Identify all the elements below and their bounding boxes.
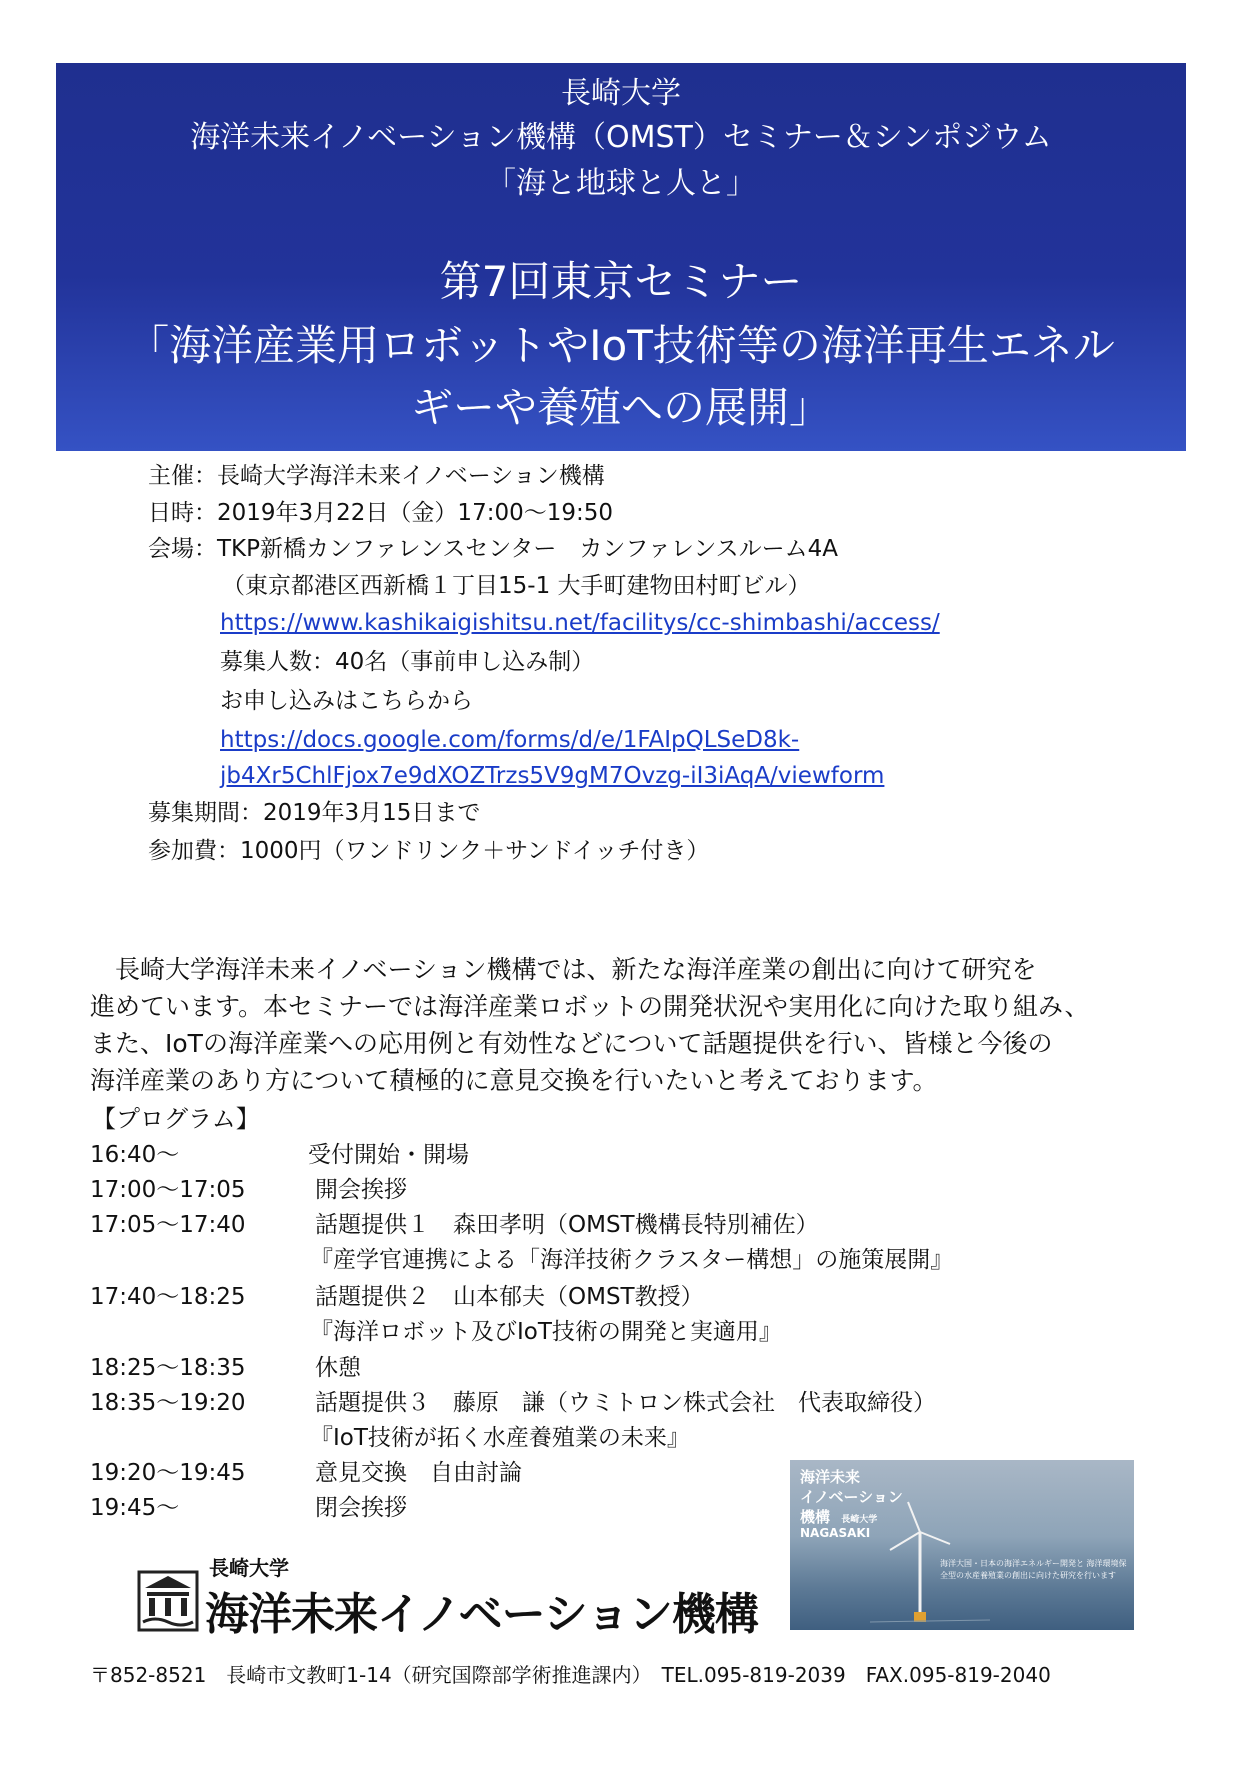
photo-nagasaki: NAGASAKI: [800, 1526, 871, 1540]
form-link-row-2: [220, 760, 884, 792]
venue-link[interactable]: https://www.kashikaigishitsu.net/facilitys/cc-shimbashi/access/: [220, 610, 940, 636]
venue-link-row: [220, 607, 940, 639]
apply-text: お申し込みはこちらから: [220, 688, 473, 714]
intro-line: 長崎大学海洋未来イノベーション機構では、新たな海洋産業の創出に向けて研究を: [115, 955, 1037, 984]
university-emblem-icon: [135, 1568, 201, 1634]
application-period: 募集期間：2019年3月15日まで: [148, 800, 481, 826]
intro-line: また、IoTの海洋産業への応用例と有効性などについて話題提供を行い、皆様と今後の: [90, 1029, 1053, 1058]
logo-university: 長崎大学: [209, 1556, 289, 1580]
datetime: 日時：2019年3月22日（金）17:00～19:50: [148, 500, 613, 526]
program-time: 18:25～18:35: [90, 1355, 246, 1381]
program-time: 17:05～17:40: [90, 1212, 246, 1238]
program-desc: 閉会挨拶: [315, 1495, 407, 1521]
venue: 会場：TKP新橋カンファレンスセンター カンファレンスルーム4A: [148, 536, 838, 562]
program-desc: 開会挨拶: [315, 1177, 407, 1203]
intro-paragraph: [90, 951, 1170, 1099]
photo-title-line2: イノベーション: [800, 1488, 903, 1506]
program-desc: 話題提供２ 山本郁夫（OMST教授）: [315, 1284, 704, 1310]
program-time: 17:00～17:05: [90, 1177, 246, 1203]
capacity: 募集人数：40名（事前申し込み制）: [220, 649, 595, 675]
form-link-part1[interactable]: https://docs.google.com/forms/d/e/1FAIpQLSeD8k-: [220, 727, 800, 753]
program-desc: 休憩: [315, 1355, 361, 1381]
header-banner: [56, 63, 1186, 451]
program-desc: 受付開始・開場: [308, 1142, 469, 1168]
photo-caption: 海洋大国・日本の海洋エネルギー開発と 海洋環境保全型の水産養殖業の創出に向けた研究を行います: [940, 1559, 1127, 1580]
seminar-subtitle-line2: ギーや養殖への展開」: [410, 383, 831, 432]
logo-organization-name: 海洋未来イノベーション機構: [205, 1589, 758, 1640]
program-time: 16:40～: [90, 1142, 180, 1168]
form-link-part2[interactable]: jb4Xr5ChlFjox7e9dXOZTrzs5V9gM7Ovzg-iI3iAqA/viewform: [220, 763, 885, 789]
program-talk-title: 『産学官連携による「海洋技術クラスター構想」の施策展開』: [310, 1247, 954, 1273]
participation-fee: 参加費：1000円（ワンドリンク＋サンドイッチ付き）: [148, 838, 710, 864]
form-link-row-1: [220, 724, 799, 756]
program-talk-title: 『海洋ロボット及びIoT技術の開発と実適用』: [310, 1319, 782, 1345]
program-time: 19:45～: [90, 1495, 180, 1521]
program-talk-title: 『IoT技術が拓く水産養殖業の未来』: [310, 1425, 690, 1451]
organizer: 主催：長崎大学海洋未来イノベーション機構: [148, 463, 605, 489]
footer-contact: 〒852-8521 長崎市文教町1-14（研究国際部学術推進課内） TEL.095-819-2039 FAX.095-819-2040: [90, 1663, 1051, 1687]
venue-address: （東京都港区西新橋１丁目15-1 大手町建物田村町ビル）: [222, 573, 811, 599]
seminar-title: 第7回東京セミナー: [439, 257, 803, 306]
photo-title-line3: 機構 長崎大学: [800, 1508, 878, 1526]
banner-theme: 「海と地球と人と」: [486, 166, 756, 201]
promo-photo: [790, 1460, 1134, 1630]
program-desc: 話題提供３ 藤原 謙（ウミトロン株式会社 代表取締役）: [315, 1390, 936, 1416]
program-time: 17:40～18:25: [90, 1284, 246, 1310]
program-time: 19:20～19:45: [90, 1460, 246, 1486]
photo-title: 海洋未来: [800, 1468, 861, 1486]
banner-university: 長崎大学: [561, 76, 681, 111]
program-desc: 意見交換 自由討論: [315, 1460, 522, 1486]
intro-line: 進めています。本セミナーでは海洋産業ロボットの開発状況や実用化に向けた取り組み、: [90, 992, 1090, 1021]
photo-university: 長崎大学: [841, 1515, 878, 1525]
intro-line: 海洋産業のあり方について積極的に意見交換を行いたいと考えております。: [90, 1066, 938, 1095]
banner-series: 海洋未来イノベーション機構（OMST）セミナー＆シンポジウム: [190, 120, 1052, 155]
omst-logo: [135, 1548, 758, 1648]
seminar-subtitle-line1: 「海洋産業用ロボットやIoT技術等の海洋再生エネル: [127, 321, 1115, 370]
program-desc: 話題提供１ 森田孝明（OMST機構長特別補佐）: [315, 1212, 819, 1238]
program-heading: 【プログラム】: [92, 1105, 260, 1133]
program-time: 18:35～19:20: [90, 1390, 246, 1416]
